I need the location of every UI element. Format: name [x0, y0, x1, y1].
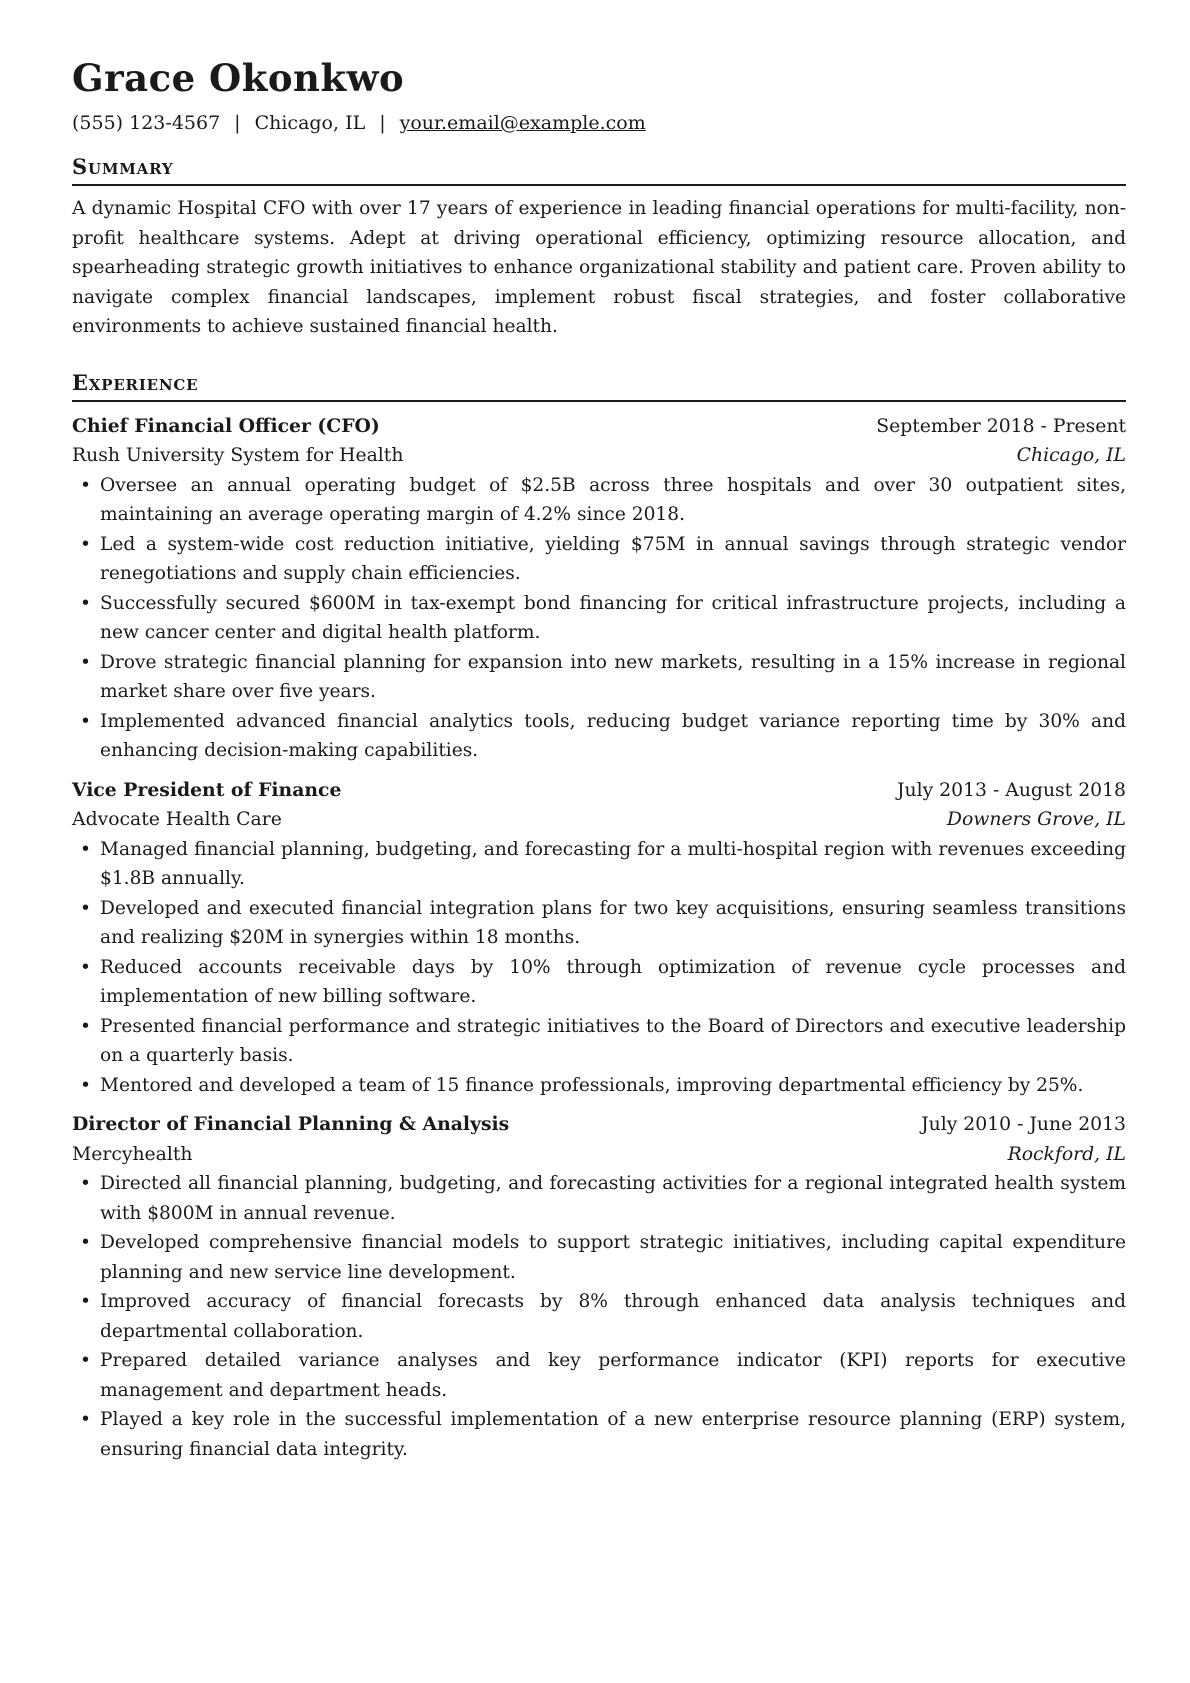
- job-dates: July 2010 - June 2013: [921, 1114, 1126, 1135]
- job-bullet: • Developed and executed financial integration plans for two key acquisitions, ensuring seamless transitions and realizing $20M in synergies within 18 months.: [72, 894, 1126, 953]
- job-company-row: [72, 1140, 1126, 1170]
- job-bullet: • Oversee an annual operating budget of $2.5B across three hospitals and over 30 outpatient sites, maintaining an average operating margin of 4.2% since 2018.: [72, 471, 1126, 530]
- experience-section: [72, 370, 1126, 1465]
- contact-separator: |: [379, 112, 386, 134]
- job-company-row: [72, 805, 1126, 835]
- candidate-name: Grace Okonkwo: [72, 56, 405, 100]
- job-header-row: [72, 412, 1126, 442]
- job-header-row: [72, 776, 1126, 806]
- phone-number: (555) 123-4567: [72, 112, 221, 134]
- job-bullet: • Mentored and developed a team of 15 finance professionals, improving departmental efficiency by 25%.: [72, 1071, 1126, 1101]
- job-bullet: • Led a system-wide cost reduction initiative, yielding $75M in annual savings through strategic vendor renegotiations and supply chain efficiencies.: [72, 530, 1126, 589]
- summary-heading: Summary: [72, 154, 1126, 186]
- job-bullet: • Reduced accounts receivable days by 10% through optimization of revenue cycle processes and implementation of new billing software.: [72, 953, 1126, 1012]
- job-bullet: • Managed financial planning, budgeting, and forecasting for a multi-hospital region with revenues exceeding $1.8B annually.: [72, 835, 1126, 894]
- job-location: Rockford, IL: [1007, 1143, 1126, 1165]
- job-bullet: • Played a key role in the successful implementation of a new enterprise resource planning (ERP) system, ensuring financial data integrity.: [72, 1405, 1126, 1464]
- job-bullet: • Improved accuracy of financial forecasts by 8% through enhanced data analysis techniques and departmental collaboration.: [72, 1287, 1126, 1346]
- company-name: Mercyhealth: [72, 1143, 193, 1165]
- job-bullet: • Developed comprehensive financial models to support strategic initiatives, including capital expenditure planning and new service line development.: [72, 1228, 1126, 1287]
- contact-line: [72, 110, 1126, 136]
- job-dates: September 2018 - Present: [876, 415, 1126, 437]
- experience-heading: Experience: [72, 370, 1126, 402]
- job-title: Chief Financial Officer (CFO): [72, 414, 380, 437]
- job-bullet: • Drove strategic financial planning for expansion into new markets, resulting in a 15% increase in regional market share over five years.: [72, 648, 1126, 707]
- job-company-row: [72, 441, 1126, 471]
- contact-location: Chicago, IL: [254, 112, 366, 134]
- job-bullet-list: [72, 1169, 1126, 1464]
- job-title: Vice President of Finance: [72, 778, 342, 801]
- job-location: Downers Grove, IL: [946, 809, 1126, 830]
- job-bullet-list: [72, 835, 1126, 1101]
- job-entry: [72, 412, 1126, 766]
- job-bullet: • Implemented advanced financial analytics tools, reducing budget variance reporting time by 30% and enhancing decision-making capabilities.: [72, 707, 1126, 766]
- job-location: Chicago, IL: [1016, 445, 1126, 466]
- job-header-row: [72, 1110, 1126, 1140]
- contact-separator: |: [234, 112, 241, 134]
- job-bullet-list: [72, 471, 1126, 766]
- job-title: Director of Financial Planning & Analysis: [72, 1113, 510, 1135]
- job-bullet: • Directed all financial planning, budgeting, and forecasting activities for a regional integrated health system with $800M in annual revenue.: [72, 1169, 1126, 1228]
- company-name: Advocate Health Care: [72, 809, 282, 830]
- job-bullet: • Presented financial performance and strategic initiatives to the Board of Directors and executive leadership on a quarterly basis.: [72, 1012, 1126, 1071]
- job-entry: [72, 776, 1126, 1101]
- jobs-list: [72, 412, 1126, 1465]
- job-bullet: • Prepared detailed variance analyses and key performance indicator (KPI) reports for executive management and department heads.: [72, 1346, 1126, 1405]
- summary-text: A dynamic Hospital CFO with over 17 years of experience in leading financial operations for multi-facility, non-profit healthcare systems. Adept at driving operational efficiency, optimizing resource allocation, and spearheading strategic growth initiatives to enhance organizational stability and patient care. Proven ability to navigate complex financial landscapes, implement robust fiscal strategies, and foster collaborative environments to achieve sustained financial health.: [72, 198, 1126, 337]
- company-name: Rush University System for Health: [72, 445, 404, 466]
- job-entry: [72, 1110, 1126, 1464]
- resume-page: [72, 56, 1126, 1464]
- email-link[interactable]: your.email@example.com: [399, 112, 646, 134]
- job-dates: July 2013 - August 2018: [896, 779, 1126, 801]
- job-bullet: • Successfully secured $600M in tax-exempt bond financing for critical infrastructure projects, including a new cancer center and digital health platform.: [72, 589, 1126, 648]
